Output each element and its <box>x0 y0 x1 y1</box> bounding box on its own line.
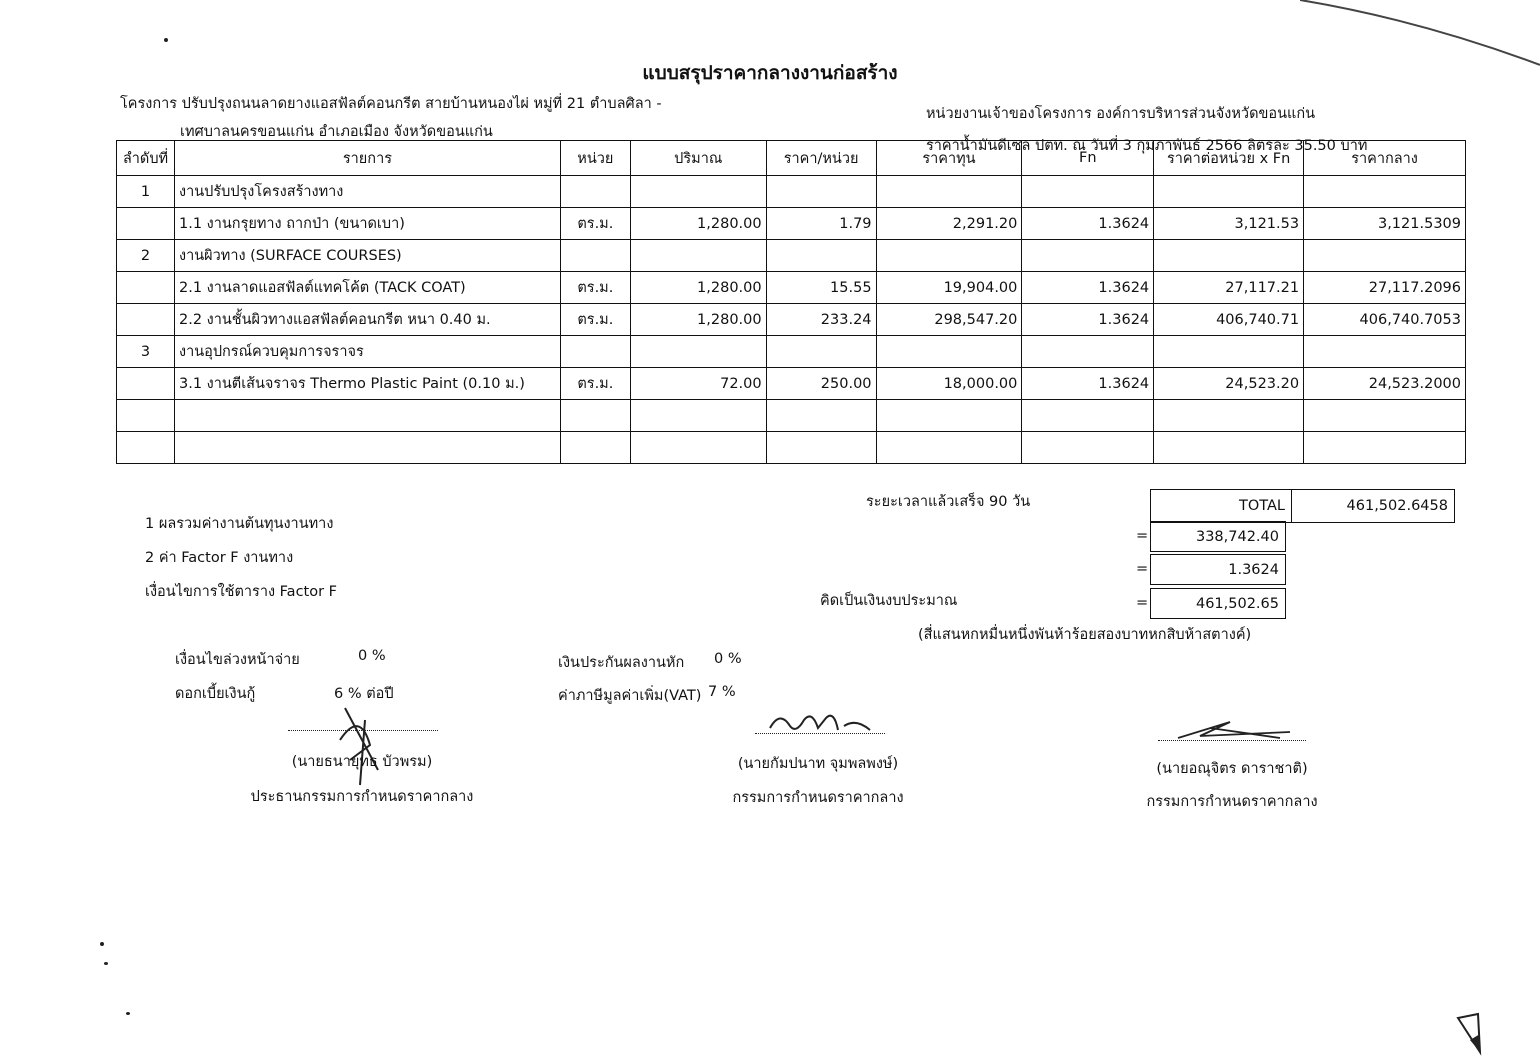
row-no <box>117 304 175 336</box>
factor-condition-label: เงื่อนไขการใช้ตาราง Factor F <box>145 584 338 600</box>
row-cost: 298,547.20 <box>876 304 1022 336</box>
row-median <box>1304 400 1466 432</box>
signature-2-role: กรรมการกำหนดราคากลาง <box>732 790 904 806</box>
header-qty: ปริมาณ <box>630 141 766 176</box>
row-unit <box>560 432 630 464</box>
row-median: 3,121.5309 <box>1304 208 1466 240</box>
scan-speck <box>104 962 108 965</box>
row-no <box>117 272 175 304</box>
row-cost: 19,904.00 <box>876 272 1022 304</box>
row-fn <box>1022 176 1154 208</box>
summary-item-1-value: 338,742.40 <box>1150 521 1286 552</box>
header-cost: ราคาทุน <box>876 141 1022 176</box>
scan-speck <box>126 1012 130 1015</box>
row-qty <box>630 432 766 464</box>
row-unit <box>560 400 630 432</box>
row-fn: 1.3624 <box>1022 368 1154 400</box>
signature-2-image <box>760 708 890 738</box>
row-unit-fn <box>1154 176 1304 208</box>
row-qty <box>630 400 766 432</box>
header-unit-fn: ราคาต่อหน่วย x Fn <box>1154 141 1304 176</box>
row-fn: 1.3624 <box>1022 304 1154 336</box>
table-row <box>117 432 1466 464</box>
row-price: 1.79 <box>766 208 876 240</box>
vat-label: ค่าภาษีมูลค่าเพิ่ม(VAT) <box>558 688 702 704</box>
row-qty: 1,280.00 <box>630 208 766 240</box>
total-label: TOTAL <box>1151 490 1292 523</box>
header-median: ราคากลาง <box>1304 141 1466 176</box>
table-row <box>117 240 1466 272</box>
budget-in-words: (สี่แสนหกหมื่นหนึ่งพันห้าร้อยสองบาทหกสิบห้าสตางค์) <box>918 627 1252 643</box>
row-unit-fn: 24,523.20 <box>1154 368 1304 400</box>
row-item: งานผิวทาง (SURFACE COURSES) <box>174 240 560 272</box>
scan-speck <box>164 38 168 42</box>
retention-label: เงินประกันผลงานหัก <box>558 655 685 671</box>
row-unit-fn <box>1154 336 1304 368</box>
row-cost: 2,291.20 <box>876 208 1022 240</box>
row-price: 15.55 <box>766 272 876 304</box>
row-fn: 1.3624 <box>1022 272 1154 304</box>
vat-value: 7 % <box>708 684 736 700</box>
row-cost: 18,000.00 <box>876 368 1022 400</box>
row-fn <box>1022 432 1154 464</box>
row-no: 2 <box>117 240 175 272</box>
table-row <box>117 208 1466 240</box>
row-unit <box>560 240 630 272</box>
budget-label: คิดเป็นเงินงบประมาณ <box>820 593 958 609</box>
row-unit-fn: 3,121.53 <box>1154 208 1304 240</box>
row-unit: ตร.ม. <box>560 368 630 400</box>
row-fn <box>1022 336 1154 368</box>
row-item: งานปรับปรุงโครงสร้างทาง <box>174 176 560 208</box>
row-price: 233.24 <box>766 304 876 336</box>
retention-value: 0 % <box>714 651 742 667</box>
row-no <box>117 400 175 432</box>
row-fn <box>1022 400 1154 432</box>
table-header-row <box>117 141 1466 176</box>
row-qty: 1,280.00 <box>630 304 766 336</box>
row-fn <box>1022 240 1154 272</box>
budget-value: 461,502.65 <box>1150 588 1286 619</box>
row-unit: ตร.ม. <box>560 304 630 336</box>
row-unit-fn: 406,740.71 <box>1154 304 1304 336</box>
row-item: 2.2 งานชั้นผิวทางแอสฟัลต์คอนกรีต หนา 0.40 ม. <box>174 304 560 336</box>
row-unit-fn: 27,117.21 <box>1154 272 1304 304</box>
duration: ระยะเวลาแล้วเสร็จ 90 วัน <box>866 494 1031 510</box>
row-fn: 1.3624 <box>1022 208 1154 240</box>
row-median: 406,740.7053 <box>1304 304 1466 336</box>
equals-sign-2: = <box>1136 561 1149 577</box>
row-median <box>1304 176 1466 208</box>
header-unit: หน่วย <box>560 141 630 176</box>
project-line-1: โครงการ ปรับปรุงถนนลาดยางแอสฟัลต์คอนกรีต สายบ้านหนองไผ่ หมู่ที่ 21 ตำบลศิลา - <box>120 96 662 112</box>
row-item: 1.1 งานกรุยทาง ถากป่า (ขนาดเบา) <box>174 208 560 240</box>
advance-label: เงื่อนไขล่วงหน้าจ่าย <box>175 652 300 668</box>
row-item <box>174 400 560 432</box>
row-median: 24,523.2000 <box>1304 368 1466 400</box>
header-fn: Fn <box>1022 141 1154 176</box>
project-owner: หน่วยงานเจ้าของโครงการ องค์การบริหารส่วนจังหวัดขอนแก่น <box>926 106 1316 122</box>
price-summary-table <box>116 140 1466 464</box>
row-unit: ตร.ม. <box>560 272 630 304</box>
summary-item-2-label: 2 ค่า Factor F งานทาง <box>145 550 294 566</box>
row-median <box>1304 432 1466 464</box>
row-price <box>766 400 876 432</box>
row-unit-fn <box>1154 432 1304 464</box>
row-no <box>117 368 175 400</box>
row-price <box>766 240 876 272</box>
signature-2-name: (นายกัมปนาท จุมพลพงษ์) <box>737 756 899 772</box>
scan-speck <box>100 942 104 946</box>
row-price <box>766 432 876 464</box>
fuel-price: ราคาน้ำมันดีเซล ปตท. ณ วันที่ 3 กุมภาพันธ์ 2566 ลิตรละ 35.50 บาท <box>926 138 1368 154</box>
interest-label: ดอกเบี้ยเงินกู้ <box>175 686 256 702</box>
document-title: แบบสรุปราคากลางงานก่อสร้าง <box>642 62 898 84</box>
table-row <box>117 368 1466 400</box>
row-qty <box>630 336 766 368</box>
equals-sign-3: = <box>1136 595 1149 611</box>
row-item: 2.1 งานลาดแอสฟัลต์แทคโค้ต (TACK COAT) <box>174 272 560 304</box>
row-item: 3.1 งานตีเส้นจราจร Thermo Plastic Paint (0.10 ม.) <box>174 368 560 400</box>
row-price <box>766 176 876 208</box>
header-no: ลำดับที่ <box>117 141 175 176</box>
table-row <box>117 304 1466 336</box>
row-cost <box>876 336 1022 368</box>
page-corner-shadow <box>1300 0 1540 70</box>
equals-sign-1: = <box>1136 528 1149 544</box>
row-price: 250.00 <box>766 368 876 400</box>
signature-3-name: (นายอณุจิตร ดาราชาติ) <box>1156 761 1308 777</box>
row-unit-fn <box>1154 400 1304 432</box>
summary-item-2-value: 1.3624 <box>1150 554 1286 585</box>
signature-1-name: (นายธนายุทธ บัวพรม) <box>291 754 433 770</box>
row-price <box>766 336 876 368</box>
row-unit-fn <box>1154 240 1304 272</box>
row-cost <box>876 400 1022 432</box>
row-unit: ตร.ม. <box>560 208 630 240</box>
table-row <box>117 176 1466 208</box>
row-unit <box>560 336 630 368</box>
row-qty: 72.00 <box>630 368 766 400</box>
row-no <box>117 208 175 240</box>
row-no <box>117 432 175 464</box>
signature-1-role: ประธานกรรมการกำหนดราคากลาง <box>250 789 474 805</box>
row-no: 1 <box>117 176 175 208</box>
row-qty <box>630 176 766 208</box>
row-item: งานอุปกรณ์ควบคุมการจราจร <box>174 336 560 368</box>
interest-value: 6 % ต่อปี <box>334 686 394 702</box>
signature-3-role: กรรมการกำหนดราคากลาง <box>1146 794 1318 810</box>
total-box <box>1150 489 1455 523</box>
row-unit <box>560 176 630 208</box>
signature-1-image <box>330 700 390 790</box>
project-line-2: เทศบาลนครขอนแก่น อำเภอเมือง จังหวัดขอนแก่น <box>180 124 493 140</box>
row-median <box>1304 336 1466 368</box>
header-item: รายการ <box>174 141 560 176</box>
header-price: ราคา/หน่วย <box>766 141 876 176</box>
row-median: 27,117.2096 <box>1304 272 1466 304</box>
signature-3-image <box>1170 716 1320 744</box>
row-qty: 1,280.00 <box>630 272 766 304</box>
row-qty <box>630 240 766 272</box>
corner-mark-icon <box>1456 1012 1486 1056</box>
total-value: 461,502.6458 <box>1292 490 1455 523</box>
row-no: 3 <box>117 336 175 368</box>
summary-item-1-label: 1 ผลรวมค่างานต้นทุนงานทาง <box>145 516 334 532</box>
row-cost <box>876 240 1022 272</box>
advance-value: 0 % <box>358 648 386 664</box>
table-row <box>117 336 1466 368</box>
row-item <box>174 432 560 464</box>
table-row <box>117 400 1466 432</box>
row-cost <box>876 432 1022 464</box>
row-median <box>1304 240 1466 272</box>
table-row <box>117 272 1466 304</box>
row-cost <box>876 176 1022 208</box>
